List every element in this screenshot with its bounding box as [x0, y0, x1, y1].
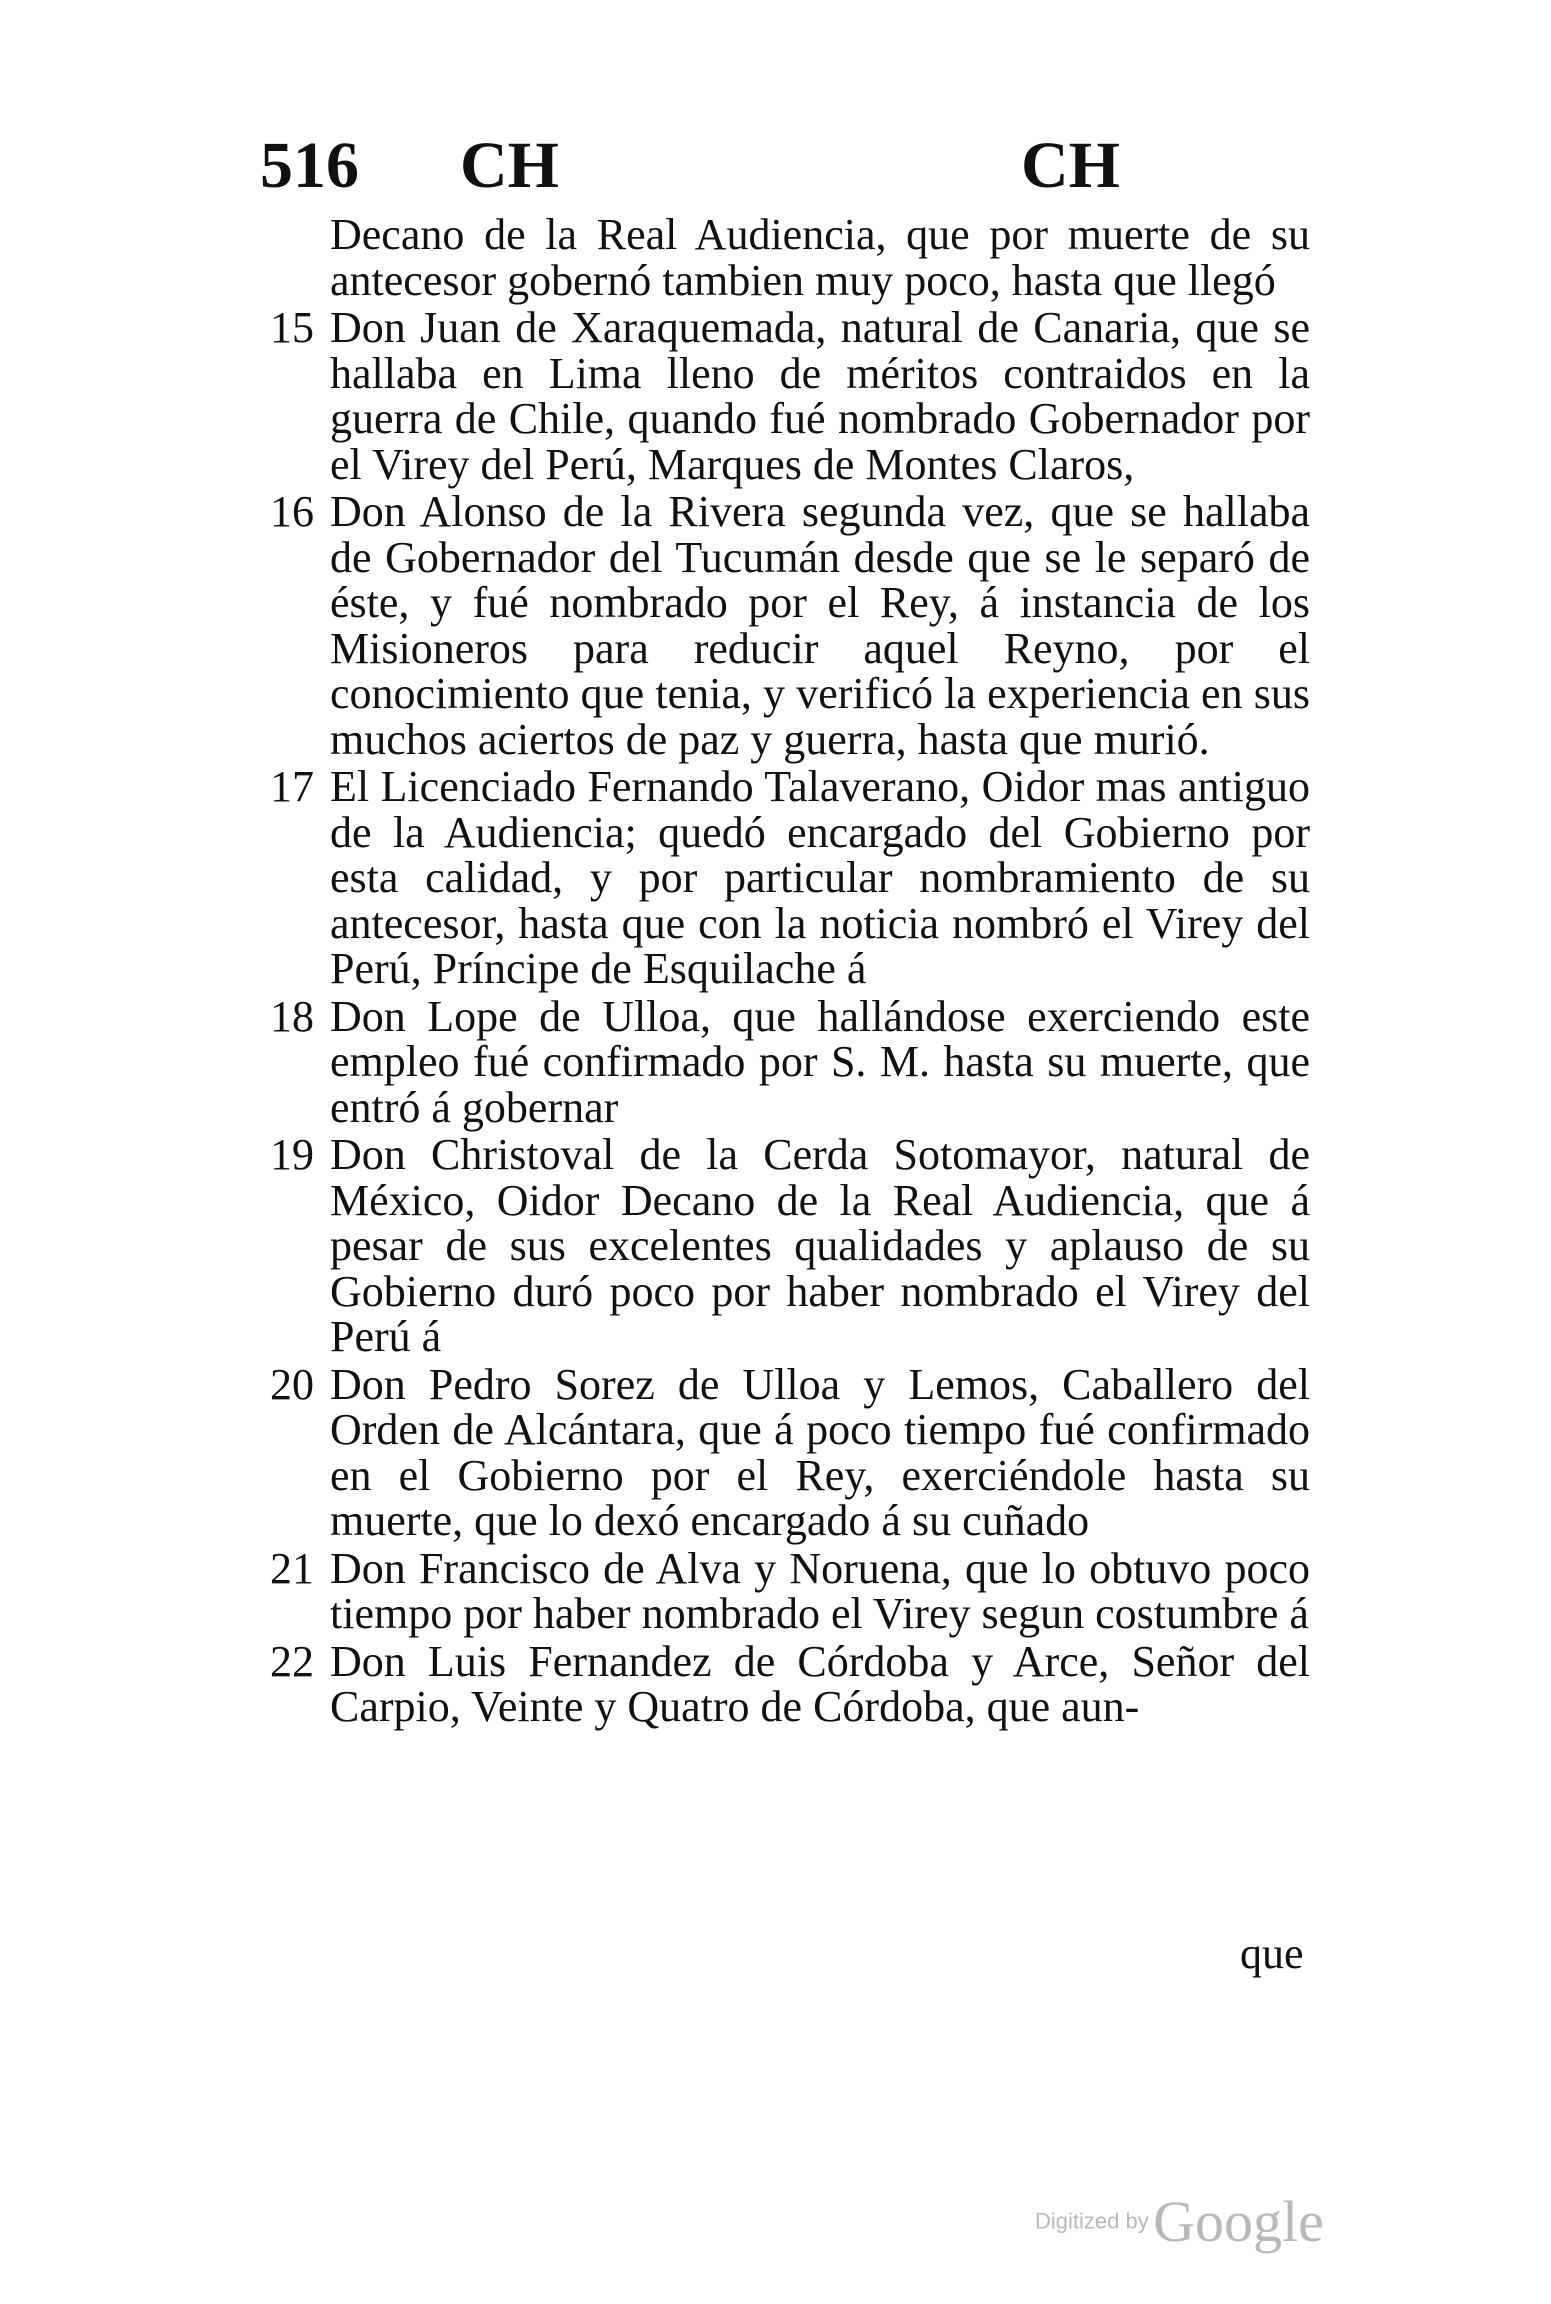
entry-number: 16	[270, 487, 314, 536]
google-logo: Google	[1153, 2189, 1324, 2254]
digitized-watermark	[1035, 2188, 1324, 2255]
entry-number: 20	[270, 1359, 314, 1409]
entry-text: El Licenciado Fernando Talaverano, Oidor mas antiguo de la Audiencia; quedó encargado del Gobierno por esta calidad, y por particular nombramiento de su antecesor, hasta que con la noticia nombró el Virey del Perú, Príncipe de Esquilache á	[330, 762, 1310, 993]
entry-text: Don Juan de Xaraquemada, natural de Canaria, que se hallaba en Lima lleno de méritos contraidos en la guerra de Chile, quando fué nombrado Gobernador por el Virey del Perú, Marques de Montes Claros,	[330, 303, 1310, 489]
entry-number: 17	[270, 762, 314, 811]
entry-15	[270, 305, 1310, 487]
entry-number: 21	[270, 1543, 314, 1593]
entry-continued	[270, 212, 1310, 303]
entry-list	[270, 212, 1310, 1732]
entry-22	[270, 1636, 1310, 1731]
page-header	[260, 128, 1120, 208]
entry-text: Don Pedro Sorez de Ulloa y Lemos, Caballero del Orden de Alcántara, que á poco tiempo fué confirmado en el Gobierno por el Rey, exerciéndole hasta su muerte, que lo dexó encargado á su cuñado	[330, 1359, 1310, 1545]
entry-text: Don Luis Fernandez de Córdoba y Arce, Señor del Carpio, Veinte y Quatro de Córdoba, que aun-	[330, 1636, 1310, 1731]
entry-number: 15	[270, 303, 314, 352]
entry-number: 18	[270, 991, 314, 1041]
entry-17	[270, 764, 1310, 992]
entry-16	[270, 489, 1310, 762]
entry-text: Don Lope de Ulloa, que hallándose exerciendo este empleo fué confirmado por S. M. hasta su muerte, que entró á gobernar	[330, 991, 1310, 1132]
catchword: que	[1240, 1929, 1304, 1978]
entry-18	[270, 991, 1310, 1132]
running-head-right: CH	[1021, 129, 1120, 202]
entry-21	[270, 1543, 1310, 1638]
entry-text: Decano de la Real Audiencia, que por muerte de su antecesor gobernó tambien muy poco, hasta que llegó	[330, 210, 1310, 305]
entry-20	[270, 1359, 1310, 1545]
running-head-left: CH	[460, 129, 559, 202]
watermark-prefix: Digitized by	[1035, 2208, 1149, 2234]
entry-number: 19	[270, 1130, 314, 1179]
entry-text: Don Alonso de la Rivera segunda vez, que se hallaba de Gobernador del Tucumán desde que se le separó de éste, y fué nombrado por el Rey, á instancia de los Misioneros para reducir aquel Reyno, por el conocimiento que tenia, y verificó la experiencia en sus muchos aciertos de paz y guerra, hasta que murió.	[330, 487, 1310, 764]
entry-text: Don Christoval de la Cerda Sotomayor, natural de México, Oidor Decano de la Real Audiencia, que á pesar de sus excelentes qualidades y aplauso de su Gobierno duró poco por haber nombrado el Virey del Perú á	[330, 1130, 1310, 1361]
page-number: 516	[260, 129, 359, 202]
entry-text: Don Francisco de Alva y Noruena, que lo obtuvo poco tiempo por haber nombrado el Virey segun costumbre á	[330, 1543, 1310, 1638]
entry-number: 22	[270, 1636, 314, 1686]
entry-19	[270, 1132, 1310, 1360]
